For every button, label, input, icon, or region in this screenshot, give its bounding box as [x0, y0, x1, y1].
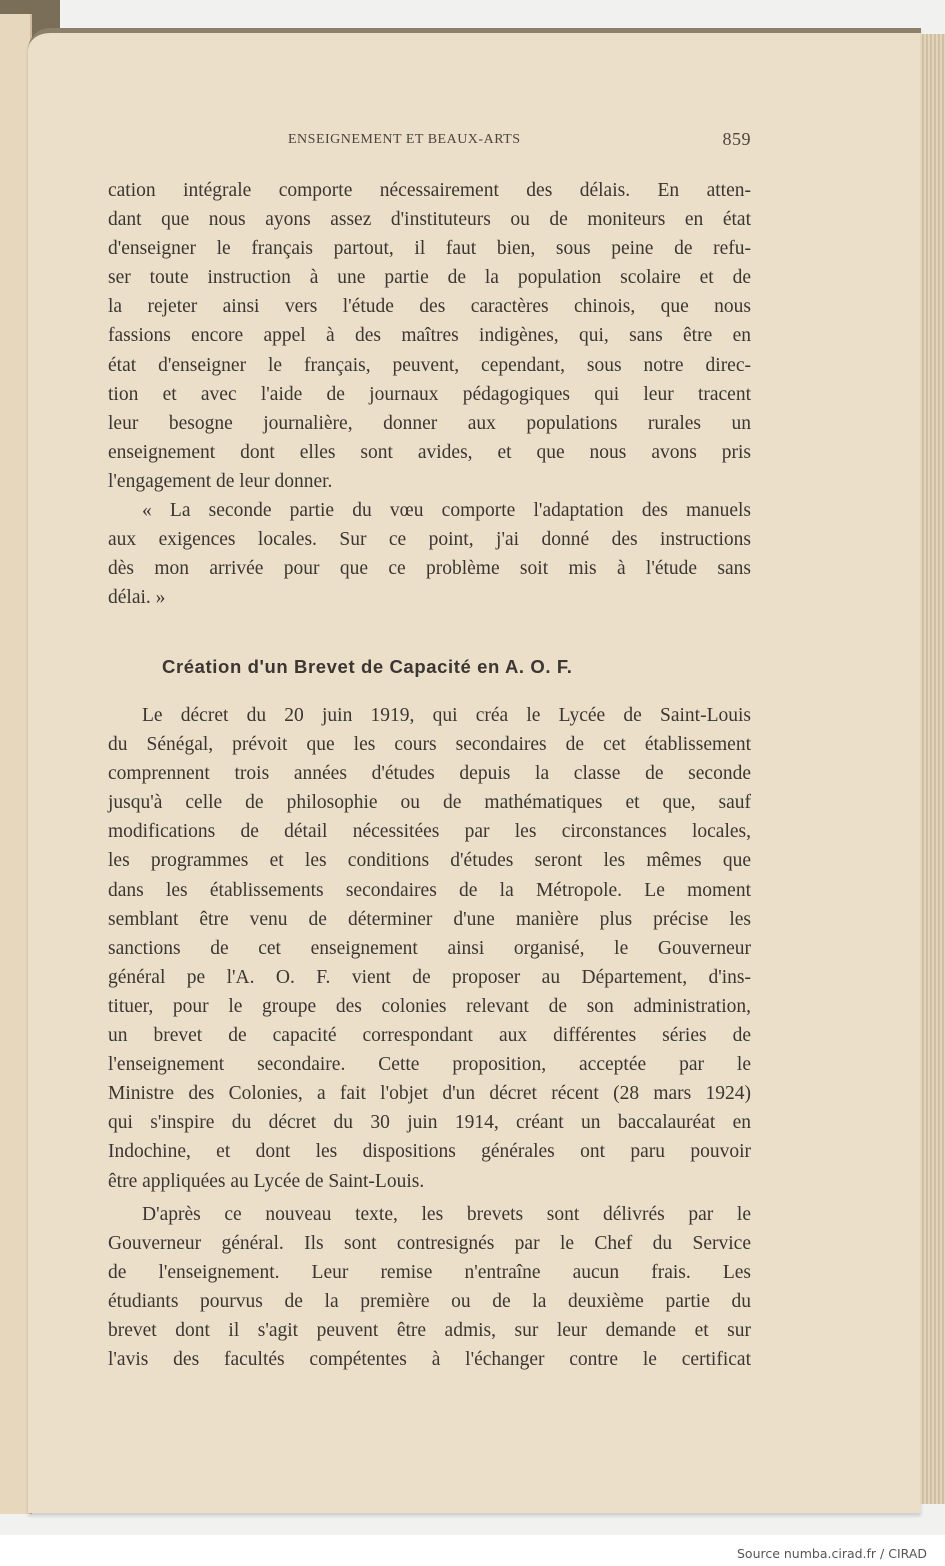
- text-line: Le décret du 20 juin 1919, qui créa le Lycée de Saint-Louis: [142, 705, 751, 726]
- text-line: général pe l'A. O. F. vient de proposer au Département, d'ins-: [108, 966, 751, 988]
- text-line: tituer, pour le groupe des colonies relevant de son administration,: [108, 995, 751, 1017]
- text-line: sanctions de cet enseignement ainsi organisé, le Gouverneur: [108, 937, 751, 959]
- text-line: d'enseigner le français partout, il faut bien, sous peine de refu-: [108, 238, 751, 260]
- text-line: ser toute instruction à une partie de la population scolaire et de: [108, 267, 751, 289]
- text-line: être appliquées au Lycée de Saint-Louis.: [108, 1170, 425, 1192]
- text-line: brevet dont il s'agit peuvent être admis, sur leur demande et sur: [108, 1320, 751, 1342]
- text-line: dans les établissements secondaires de la Métropole. Le moment: [108, 879, 751, 901]
- text-line: cation intégrale comporte nécessairement des délais. En atten-: [108, 180, 751, 201]
- text-line: de l'enseignement. Leur remise n'entraîne aucun frais. Les: [108, 1262, 751, 1284]
- text-line: du Sénégal, prévoit que les cours secondaires de cet établissement: [108, 734, 751, 756]
- text-line: un brevet de capacité correspondant aux différentes séries de: [108, 1025, 751, 1047]
- text-line: semblant être venu de déterminer d'une manière plus précise les: [108, 908, 751, 930]
- text-line: tion et avec l'aide de journaux pédagogiques qui leur tracent: [108, 383, 751, 405]
- text-line: la rejeter ainsi vers l'étude des caractères chinois, que nous: [108, 296, 751, 318]
- right-page-edges: [920, 34, 945, 1504]
- text-line: Ministre des Colonies, a fait l'objet d'un décret récent (28 mars 1924): [108, 1083, 751, 1105]
- text-line: jusqu'à celle de philosophie ou de mathématiques et que, sauf: [108, 792, 751, 814]
- text-line: enseignement dont elles sont avides, et que nous avons pris: [108, 441, 751, 463]
- paragraph-1: [108, 176, 751, 496]
- text-line: les programmes et les conditions d'études seront les mêmes que: [108, 850, 751, 872]
- page-number: 859: [722, 129, 751, 149]
- source-credit: Source numba.cirad.fr / CIRAD: [736, 1546, 927, 1561]
- text-line: l'avis des facultés compétentes à l'échanger contre le certificat: [108, 1349, 751, 1371]
- text-line: modifications de détail nécessitées par les circonstances locales,: [108, 821, 751, 843]
- paragraph-2: [108, 496, 751, 612]
- running-title: ENSEIGNEMENT ET BEAUX-ARTS: [288, 132, 521, 147]
- text-line: Indochine, et dont les dispositions générales ont paru pouvoir: [108, 1141, 751, 1163]
- text-line: l'engagement de leur donner.: [108, 470, 333, 492]
- text-line: l'enseignement secondaire. Cette proposition, acceptée par le: [108, 1054, 751, 1076]
- text-line: « La seconde partie du vœu comporte l'adaptation des manuels: [142, 500, 751, 521]
- text-line: état d'enseigner le français, peuvent, cependant, sous notre direc-: [108, 354, 751, 376]
- text-line: délai. »: [108, 587, 166, 609]
- paragraph-4: [108, 1200, 751, 1375]
- text-line: comprennent trois années d'études depuis la classe de seconde: [108, 763, 751, 785]
- text-line: D'après ce nouveau texte, les brevets sont délivrés par le: [142, 1204, 751, 1225]
- running-header: [108, 129, 751, 154]
- paragraph-3: [108, 701, 751, 1196]
- text-line: dès mon arrivée pour que ce problème soit mis à l'étude sans: [108, 558, 751, 580]
- section-heading: Création d'un Brevet de Capacité en A. O. F.: [162, 656, 573, 677]
- text-line: aux exigences locales. Sur ce point, j'ai donné des instructions: [108, 529, 751, 551]
- text-line: Gouverneur général. Ils sont contresignés par le Chef du Service: [108, 1233, 751, 1255]
- text-line: qui s'inspire du décret du 30 juin 1914, créant un baccalauréat en: [108, 1112, 751, 1134]
- text-line: leur besogne journalière, donner aux populations rurales un: [108, 412, 751, 434]
- text-line: dant que nous ayons assez d'instituteurs ou de moniteurs en état: [108, 209, 751, 231]
- text-line: étudiants pourvus de la première ou de la deuxième partie du: [108, 1291, 751, 1313]
- text-line: fassions encore appel à des maîtres indigènes, qui, sans être en: [108, 325, 751, 347]
